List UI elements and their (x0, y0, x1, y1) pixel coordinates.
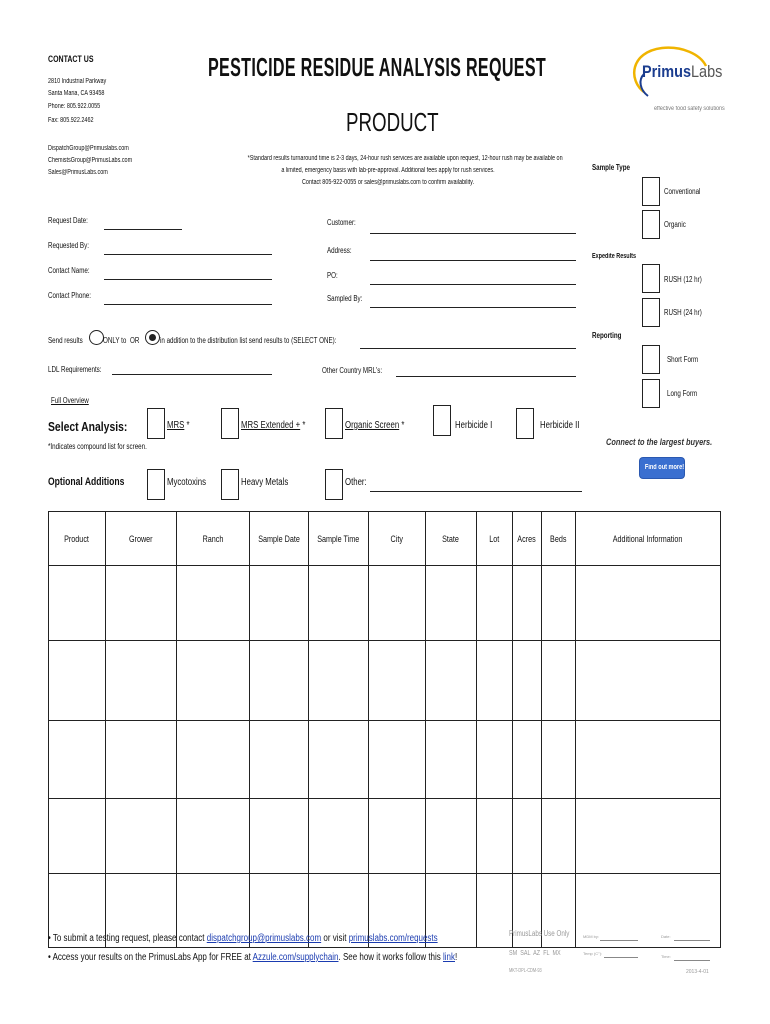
short-form-checkbox[interactable] (642, 345, 660, 374)
contact-email-sales: Sales@PrimusLabs.com (48, 169, 108, 176)
short-form-label: Short Form (667, 355, 699, 364)
requested-by-label: Requested By: (48, 241, 89, 250)
heavy-metals-label: Heavy Metals (241, 477, 289, 488)
logo-tagline: effective food safety solutions (654, 106, 725, 112)
footer-line2-end: ! (455, 952, 458, 963)
table-cell[interactable] (106, 799, 177, 874)
find-out-more-button[interactable] (640, 458, 684, 478)
table-row (49, 721, 721, 799)
dispatch-email-link[interactable]: dispatchgroup@primuslabs.com (206, 933, 322, 944)
table-cell[interactable] (542, 566, 576, 641)
table-cell[interactable] (576, 799, 721, 874)
other-checkbox[interactable] (325, 469, 343, 500)
rush-24hr-checkbox[interactable] (642, 298, 660, 327)
table-cell[interactable] (477, 874, 513, 948)
herbicide-1-checkbox[interactable] (433, 405, 451, 436)
lab-use-heading: PrimusLabs Use Only (509, 929, 570, 938)
contact-phone-field[interactable] (104, 304, 272, 305)
time-label: Time: (661, 954, 671, 959)
col-state: State (426, 512, 477, 566)
sampled-by-field[interactable] (370, 307, 576, 308)
table-cell[interactable] (106, 566, 177, 641)
table-cell[interactable] (369, 721, 426, 799)
col-sample-date: Sample Date (250, 512, 309, 566)
mrs-option (167, 420, 190, 431)
expedite-heading: Expedite Results (592, 253, 637, 260)
herbicide-2-checkbox[interactable] (516, 408, 534, 439)
col-product: Product (49, 512, 106, 566)
notice-line1: *Standard results turnaround time is 2-3 days, 24-hour rush services are available upon request, 12-hour rush may be available on (247, 155, 563, 162)
col-city: City (369, 512, 426, 566)
table-cell[interactable] (513, 566, 542, 641)
conventional-checkbox[interactable] (642, 177, 660, 206)
mrs-extended-star: * (300, 420, 306, 431)
table-cell[interactable] (177, 566, 250, 641)
form-version: 2013-4-01 (686, 969, 709, 975)
table-cell[interactable] (106, 721, 177, 799)
logo-primus-text: Primus (642, 62, 691, 81)
col-acres: Acres (513, 512, 542, 566)
col-additional-info: Additional Information (576, 512, 721, 566)
footer-line1-text: • To submit a testing request, please contact (48, 933, 207, 944)
table-cell[interactable] (309, 799, 369, 874)
long-form-label: Long Form (667, 389, 698, 398)
radio-dot-icon (149, 334, 156, 341)
page-subtitle: PRODUCT (346, 107, 439, 137)
table-cell[interactable] (177, 799, 250, 874)
full-overview-link[interactable]: Full Overview (51, 396, 89, 405)
table-cell[interactable] (426, 799, 477, 874)
address-field[interactable] (370, 260, 576, 261)
other-mrl-field[interactable] (396, 376, 576, 377)
organic-label: Organic (664, 220, 686, 229)
other-label: Other: (345, 477, 367, 488)
heavy-metals-checkbox[interactable] (221, 469, 239, 500)
table-cell[interactable] (106, 641, 177, 721)
table-cell[interactable] (542, 799, 576, 874)
table-cell[interactable] (49, 799, 106, 874)
table-cell[interactable] (49, 566, 106, 641)
connect-buyers-text: Connect to the largest buyers. (606, 437, 713, 447)
long-form-checkbox[interactable] (642, 379, 660, 408)
table-cell[interactable] (477, 721, 513, 799)
po-field[interactable] (370, 284, 576, 285)
in-addition-radio[interactable] (145, 330, 160, 345)
send-results-label: Send results (48, 336, 83, 345)
organic-screen-star: * (399, 420, 405, 431)
find-out-more-label: Find out more! (644, 464, 685, 471)
table-cell[interactable] (477, 641, 513, 721)
mrs-extended-checkbox[interactable] (221, 408, 239, 439)
table-cell[interactable] (369, 799, 426, 874)
mdm-by-label: MDM by: (583, 934, 599, 939)
only-to-radio[interactable] (89, 330, 104, 345)
table-cell[interactable] (542, 641, 576, 721)
address-label: Address: (327, 246, 352, 255)
select-analysis-note: *Indicates compound list for screen. (48, 442, 147, 451)
notice-line2: a limited, emergency basis with lab-pre-approval. Additional fees apply for rush services. (281, 167, 495, 174)
table-cell[interactable] (513, 799, 542, 874)
sample-type-heading: Sample Type (592, 163, 631, 172)
contact-email-dispatch: DispatchGroup@Primuslabs.com (48, 145, 129, 152)
table-cell[interactable] (250, 566, 309, 641)
herbicide-1-label: Herbicide I (455, 420, 493, 431)
form-code: MKT-DPL-CDM-93 (509, 968, 542, 974)
lab-location-codes: SM SAL AZ FL MX (509, 950, 561, 957)
ldl-field[interactable] (112, 374, 272, 375)
table-cell[interactable] (369, 566, 426, 641)
notice-line3: Contact 805-922-0055 or sales@primuslabs.com to confirm availability. (301, 179, 475, 186)
table-cell[interactable] (49, 641, 106, 721)
organic-screen-label[interactable]: Organic Screen (345, 420, 400, 431)
table-cell[interactable] (309, 566, 369, 641)
table-cell[interactable] (309, 641, 369, 721)
customer-field[interactable] (370, 233, 576, 234)
table-cell[interactable] (513, 721, 542, 799)
or-label: OR (130, 336, 140, 345)
only-to-label: ONLY to (103, 336, 127, 345)
contact-address2: Santa Maria, CA 93458 (48, 90, 105, 97)
footer-line1-mid: or visit (321, 933, 349, 944)
mycotoxins-label: Mycotoxins (167, 477, 207, 488)
organic-screen-option (345, 420, 404, 431)
table-cell[interactable] (250, 641, 309, 721)
reporting-heading: Reporting (592, 331, 622, 340)
mrs-star: * (184, 420, 190, 431)
footer-line1 (48, 933, 438, 944)
sample-table (48, 511, 721, 948)
request-date-field[interactable] (104, 229, 182, 230)
table-cell[interactable] (250, 799, 309, 874)
table-cell[interactable] (177, 641, 250, 721)
time-field[interactable] (674, 960, 710, 961)
footer-line2 (48, 952, 457, 963)
table-cell[interactable] (426, 721, 477, 799)
rush-12hr-label: RUSH (12 hr) (664, 275, 702, 284)
other-mrl-label: Other Country MRL's: (322, 366, 383, 375)
request-date-label: Request Date: (48, 216, 88, 225)
contact-fax: Fax: 805.922.2462 (48, 117, 94, 124)
rush-notice (208, 153, 568, 189)
contact-phone: Phone: 805.922.0055 (48, 103, 101, 110)
col-beds: Beds (542, 512, 576, 566)
ldl-label: LDL Requirements: (48, 365, 102, 374)
contact-name-label: Contact Name: (48, 266, 90, 275)
date-label: Date: (661, 934, 671, 939)
azzule-link[interactable]: Azzule.com/supplychain (252, 952, 339, 963)
table-header-row (49, 512, 721, 566)
table-cell[interactable] (576, 721, 721, 799)
col-ranch: Ranch (177, 512, 250, 566)
select-analysis-heading: Select Analysis: (48, 419, 128, 434)
mrs-label[interactable]: MRS (167, 420, 185, 431)
table-cell[interactable] (49, 721, 106, 799)
table-cell[interactable] (177, 721, 250, 799)
temp-label: Temp (C°): (583, 951, 603, 956)
herbicide-2-label: Herbicide II (540, 420, 580, 431)
organic-screen-checkbox[interactable] (325, 408, 343, 439)
rush-12hr-checkbox[interactable] (642, 264, 660, 293)
table-row (49, 799, 721, 874)
col-grower: Grower (106, 512, 177, 566)
mrs-checkbox[interactable] (147, 408, 165, 439)
date-field[interactable] (674, 940, 710, 941)
mrs-extended-option (241, 420, 305, 431)
other-field[interactable] (370, 491, 582, 492)
mdm-by-field[interactable] (600, 940, 638, 941)
send-results-field[interactable] (360, 348, 576, 349)
customer-label: Customer: (327, 218, 356, 227)
table-cell[interactable] (576, 641, 721, 721)
mycotoxins-checkbox[interactable] (147, 469, 165, 500)
po-label: PO: (327, 271, 338, 280)
how-it-works-link[interactable]: link (442, 952, 455, 963)
table-cell[interactable] (426, 566, 477, 641)
contact-name-field[interactable] (104, 279, 272, 280)
sampled-by-label: Sampled By: (327, 294, 363, 303)
col-lot: Lot (477, 512, 513, 566)
table-cell[interactable] (426, 641, 477, 721)
conventional-label: Conventional (664, 187, 701, 196)
mrs-extended-label[interactable]: MRS Extended + (241, 420, 301, 431)
table-row (49, 566, 721, 641)
footer-line2-mid: . See how it works follow this (338, 952, 443, 963)
footer-line2-text: • Access your results on the PrimusLabs App for FREE at (48, 952, 253, 963)
in-addition-label: in addition to the distribution list send results to (SELECT ONE): (160, 336, 337, 345)
temp-field[interactable] (604, 957, 638, 958)
table-body (49, 566, 721, 948)
table-cell[interactable] (250, 721, 309, 799)
contact-phone-label: Contact Phone: (48, 291, 92, 300)
requested-by-field[interactable] (104, 254, 272, 255)
table-cell[interactable] (513, 641, 542, 721)
logo-labs-text: Labs (690, 62, 723, 81)
table-cell[interactable] (309, 721, 369, 799)
table-cell[interactable] (542, 721, 576, 799)
optional-additions-heading: Optional Additions (48, 476, 125, 488)
page-title: PESTICIDE RESIDUE ANALYSIS REQUEST (208, 52, 547, 82)
rush-24hr-label: RUSH (24 hr) (664, 308, 702, 317)
contact-address1: 2810 Industrial Parkway (48, 78, 107, 85)
contact-heading: CONTACT US (48, 54, 94, 64)
requests-link[interactable]: primuslabs.com/requests (348, 933, 438, 944)
table-row (49, 641, 721, 721)
col-sample-time: Sample Time (309, 512, 369, 566)
table-cell[interactable] (576, 566, 721, 641)
table-cell[interactable] (477, 566, 513, 641)
table-cell[interactable] (369, 641, 426, 721)
contact-email-chemists: ChemistsGroup@PrimusLabs.com (48, 157, 133, 164)
table-cell[interactable] (477, 799, 513, 874)
organic-checkbox[interactable] (642, 210, 660, 239)
